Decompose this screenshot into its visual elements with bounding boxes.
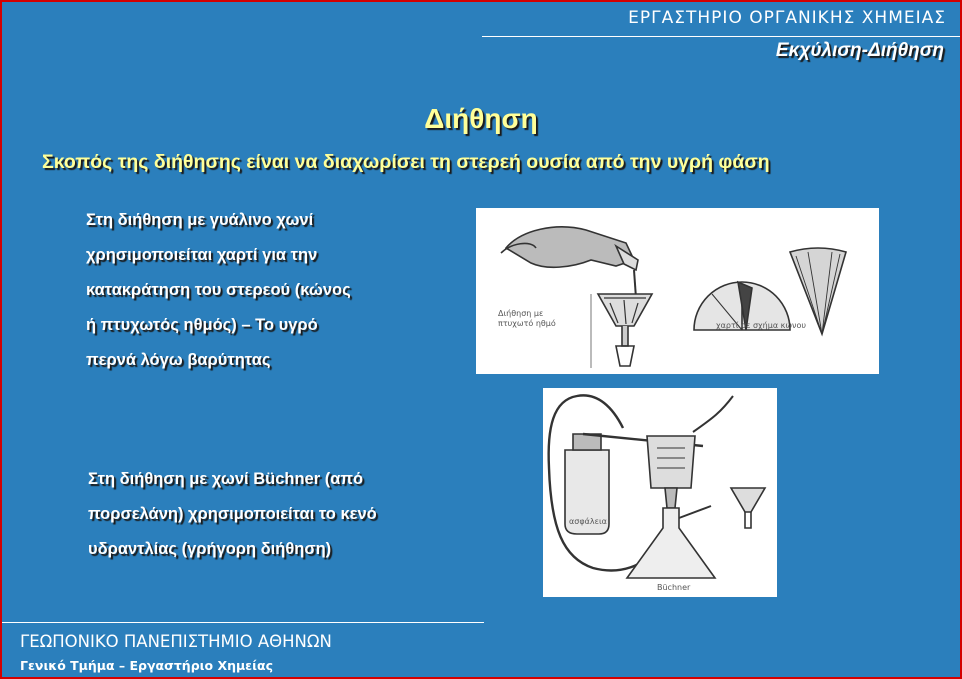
paragraph-line: περνά λόγω βαρύτητας — [86, 351, 271, 369]
figure1-caption-left-1: Διήθηση με — [498, 309, 544, 318]
figure2-caption-left: ασφάλεια — [569, 517, 607, 526]
figure2-caption-bottom: Büchner — [657, 583, 691, 592]
lab-name: ΕΡΓΑΣΤΗΡΙΟ ΟΡΓΑΝΙΚΗΣ ΧΗΜΕΙΑΣ — [628, 8, 946, 28]
paragraph-line: χρησιμοποιείται χαρτί για την — [86, 246, 318, 264]
paragraph-line: υδραντλίας (γρήγορη διήθηση) — [88, 540, 332, 558]
department-name: Γενικό Τμήμα – Εργαστήριο Χημείας — [20, 658, 274, 673]
paragraph-line: Στη διήθηση με χωνί Büchner (από — [88, 470, 364, 488]
paragraph-buchner-funnel — [88, 462, 377, 567]
paragraph-line: κατακράτηση του στερεού (κώνος — [86, 281, 351, 299]
figure1-caption-right: χαρτί σε σχήμα κώνου — [716, 321, 807, 330]
slide-title: Διήθηση — [424, 103, 538, 134]
paragraph-glass-funnel — [86, 203, 351, 378]
footer-divider — [2, 622, 484, 623]
slide-subtitle: Σκοπός της διήθησης είναι να διαχωρίσει τη στερεή ουσία από την υγρή φάση — [42, 151, 770, 173]
paragraph-line: πορσελάνη) χρησιμοποιείται το κενό — [88, 505, 377, 523]
gravity-filtration-illustration — [476, 208, 879, 374]
header-divider — [482, 36, 960, 37]
figure1-caption-left-2: πτυχωτό ηθμό — [498, 319, 556, 328]
paragraph-line: ή πτυχωτός ηθμός) – Το υγρό — [86, 316, 318, 334]
university-name: ΓΕΩΠΟΝΙΚΟ ΠΑΝΕΠΙΣΤΗΜΙΟ ΑΘΗΝΩΝ — [20, 632, 332, 651]
paragraph-line: Στη διήθηση με γυάλινο χωνί — [86, 211, 314, 229]
topic-label: Εκχύλιση-Διήθηση — [775, 40, 944, 61]
buchner-filtration-illustration — [543, 388, 777, 597]
